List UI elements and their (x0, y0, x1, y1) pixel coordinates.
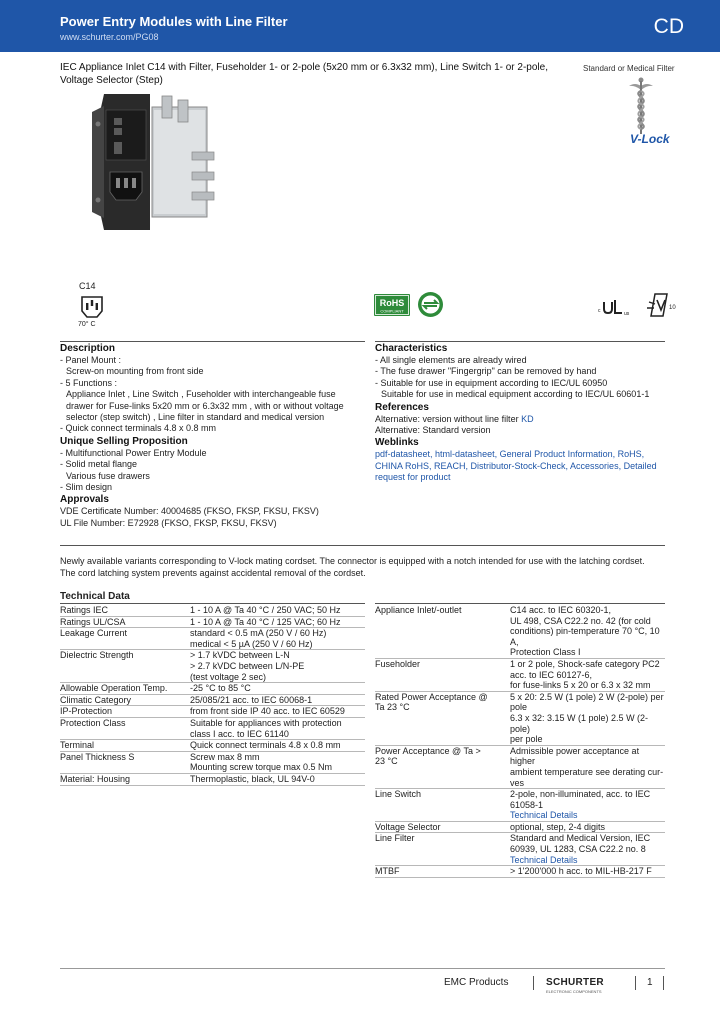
spec-value (190, 616, 365, 628)
vde-mark-icon (645, 292, 677, 318)
left-info-column (60, 342, 365, 529)
intro-text: IEC Appliance Inlet C14 with Filter, Fuseholder 1- or 2-pole (5x20 mm or 6.3x32 mm), Line Switch 1- or 2-pole, Voltage Selector (Step) (60, 62, 548, 86)
spec-row (60, 683, 365, 695)
usp-line: Various fuse drawers (66, 470, 150, 481)
spec-label-line: MTBF (375, 866, 400, 877)
spec-value (510, 658, 665, 691)
spec-label-line: Ta 23 °C (375, 702, 410, 713)
right-info-column (375, 342, 665, 484)
spec-row (375, 821, 665, 833)
spec-row (60, 628, 365, 650)
reference-line (375, 414, 665, 425)
schurter-logo: SCHURTER (546, 977, 604, 988)
spec-row (60, 616, 365, 628)
technical-data-left-table (60, 605, 365, 786)
header-url-link[interactable]: www.schurter.com/PG08 (60, 32, 159, 42)
spec-label: Panel Thickness S (60, 751, 190, 773)
spec-value-line: > 2.7 kVDC between L/N-PE (190, 660, 305, 671)
spec-row (375, 866, 665, 878)
spec-label (375, 866, 510, 878)
spec-value-line: acc. to IEC 60127-6, (510, 669, 593, 680)
spec-row (375, 605, 665, 658)
spec-label-line: Line Filter (375, 833, 415, 844)
spec-label (375, 691, 510, 745)
spec-row (60, 740, 365, 752)
spec-value-line: Mounting screw torque max 0.5 Nm (190, 762, 333, 773)
spec-value-line: optional, step, 2-4 digits (510, 821, 606, 832)
spec-value-line: -25 °C to 85 °C (190, 683, 251, 694)
footer-rule (60, 968, 665, 969)
spec-row (60, 751, 365, 773)
spec-value (510, 789, 665, 822)
reference-alt1-text: Alternative: version without line filter (375, 413, 522, 424)
rohs-badge (374, 294, 410, 316)
spec-value (190, 683, 365, 695)
spec-row (60, 605, 365, 616)
spec-value-line: Suitable for appliances with protection (190, 717, 342, 728)
spec-value-line: (test voltage 2 sec) (190, 671, 267, 682)
spec-value-line: ves (510, 777, 525, 788)
spec-value-line: 5 x 20: 2.5 W (1 pole) 2 W (2-pole) per (510, 691, 664, 702)
spec-value (190, 773, 365, 785)
description-line: - 5 Functions : (60, 377, 118, 388)
page-number: 1 (647, 977, 653, 988)
standard-medical-label: Standard or Medical Filter (583, 64, 675, 73)
rohs-subtext: COMPLIANT (380, 308, 404, 314)
technical-data-heading: Technical Data (60, 591, 130, 602)
spec-row (60, 650, 365, 683)
caduceus-icon (628, 77, 654, 135)
spec-value (190, 751, 365, 773)
technical-data-rule-left (60, 603, 365, 604)
spec-value (190, 650, 365, 683)
footer-emc-products: EMC Products (444, 977, 509, 988)
spec-value-line: > 1'200'000 h acc. to MIL-HB-217 F (510, 866, 652, 877)
weblinks-line[interactable]: request for product (375, 472, 451, 483)
spec-label (375, 833, 510, 866)
characteristics-line: - Suitable for use in equipment according to IEC/UL 60950 (375, 377, 608, 388)
spec-value (510, 821, 665, 833)
spec-value (190, 717, 365, 739)
schurter-logo-tagline: ELECTRONIC COMPONENTS (546, 989, 602, 994)
description-line: selector (step switch) , Line filter in standard and medical version (66, 412, 325, 423)
footer-separator (533, 976, 534, 990)
description-line: Screw-on mounting from front side (66, 366, 204, 377)
spec-value-line: Thermoplastic, black, UL 94V-0 (190, 773, 315, 784)
spec-label: Dielectric Strength (60, 650, 190, 683)
description-line: Appliance Inlet , Line Switch , Fuseholder with interchangeable fuse (66, 389, 336, 400)
spec-label-line: Voltage Selector (375, 821, 441, 832)
reference-kd-link[interactable]: KD (521, 413, 534, 424)
spec-row (60, 773, 365, 785)
spec-row (375, 789, 665, 822)
spec-value-line: for fuse-links 5 x 20 or 6.3 x 32 mm (510, 680, 651, 691)
spec-label-line: Line Switch (375, 789, 422, 800)
spec-value (510, 691, 665, 745)
spec-value-line: medical < 5 µA (250 V / 60 Hz) (190, 638, 313, 649)
usp-line: - Slim design (60, 482, 113, 493)
spec-label (375, 789, 510, 822)
vlock-logo: V-Lock (630, 132, 670, 146)
c14-temperature: 70° C (78, 321, 96, 328)
spec-value-line: per pole (510, 734, 543, 745)
spec-row (375, 691, 665, 745)
description-heading: Description (60, 343, 116, 354)
spec-label: Material: Housing (60, 773, 190, 785)
spec-value-line: class I acc. to IEC 61140 (190, 728, 289, 739)
characteristics-line: - All single elements are already wired (375, 355, 527, 365)
weblinks-heading: Weblinks (375, 437, 419, 449)
description-line: drawer for Fuse-links 5x20 mm or 6.3x32 mm , with or without voltage (66, 400, 344, 411)
spec-label: Leakage Current (60, 628, 190, 650)
svg-text:c: c (598, 308, 601, 314)
c14-label: C14 (79, 281, 96, 291)
characteristics-heading: Characteristics (375, 343, 448, 354)
technical-details-link[interactable]: Technical Details (510, 810, 578, 821)
spec-value (510, 605, 665, 658)
characteristics-line: - The fuse drawer "Fingergrip" can be removed by hand (375, 366, 597, 377)
spec-label (375, 658, 510, 691)
spec-label: Ratings IEC (60, 605, 190, 616)
references-heading: References (375, 401, 429, 413)
spec-row (375, 833, 665, 866)
svg-text:us: us (624, 311, 630, 317)
spec-value-line: C14 acc. to IEC 60320-1, (510, 605, 612, 615)
spec-value (510, 833, 665, 866)
spec-value-line: Screw max 8 mm (190, 751, 260, 762)
spec-label: Protection Class (60, 717, 190, 739)
spec-value-line: 61058-1 (510, 799, 544, 810)
spec-label (375, 745, 510, 788)
notice-line: Newly available variants corresponding to V-lock mating cordset. The connector is equipped with a notch intended for use with the latching cordset. (60, 556, 645, 566)
spec-value (190, 706, 365, 718)
spec-label-line: Appliance Inlet/-outlet (375, 605, 462, 615)
spec-value (190, 628, 365, 650)
spec-value-line: 60939, UL 1283, CSA C22.2 no. 8 (510, 844, 646, 855)
technical-data-right-table (375, 605, 665, 878)
spec-value-line: ambient temperature see derating cur- (510, 766, 664, 777)
spec-row (60, 694, 365, 706)
usp-heading: Unique Selling Proposition (60, 435, 188, 447)
spec-label-line: Fuseholder (375, 658, 421, 669)
characteristics-line: Suitable for use in medical equipment according to IEC/UL 60601-1 (381, 389, 650, 400)
notice-rule (60, 545, 665, 546)
spec-value-line: Quick connect terminals 4.8 x 0.8 mm (190, 740, 341, 751)
spec-value (190, 740, 365, 752)
spec-value-line: conditions) pin-temperature 70 °C, 10 A, (510, 626, 660, 647)
ul-recognized-icon (598, 297, 636, 317)
spec-value-line: 6.3 x 32: 3.15 W (1 pole) 2.5 W (2-pole) (510, 712, 649, 734)
spec-row (60, 706, 365, 718)
vlock-notice (60, 555, 660, 579)
spec-value-line: 1 - 10 A @ Ta 40 °C / 250 VAC; 50 Hz (190, 605, 341, 615)
footer-separator (663, 976, 664, 990)
product-photo (92, 92, 222, 232)
technical-details-link[interactable]: Technical Details (510, 854, 578, 865)
rohs-text: RoHS (379, 298, 405, 308)
spec-label-line: Rated Power Acceptance @ (375, 691, 488, 702)
green-certification-icon (417, 291, 444, 318)
weblinks-line[interactable]: CHINA RoHS, REACH, Distributor-Stock-Check, Accessories, Detailed (375, 460, 657, 471)
spec-label: Ratings UL/CSA (60, 616, 190, 628)
spec-label: Allowable Operation Temp. (60, 683, 190, 695)
spec-value-line: > 1.7 kVDC between L-N (190, 650, 290, 661)
product-code: CD (653, 15, 684, 38)
spec-label (375, 605, 510, 658)
spec-value-line: UL 498, CSA C22.2 no. 42 (for cold (510, 615, 651, 626)
vde-number: 10 (669, 305, 676, 311)
description-line: - Panel Mount : (60, 355, 122, 365)
spec-value-line: from front side IP 40 acc. to IEC 60529 (190, 706, 345, 717)
spec-value (510, 866, 665, 878)
weblinks-line[interactable]: pdf-datasheet, html-datasheet, General Product Information, RoHS, (375, 449, 645, 460)
spec-value-line: Standard and Medical Version, IEC (510, 833, 651, 844)
spec-row (375, 745, 665, 788)
reference-line: Alternative: Standard version (375, 425, 491, 436)
notice-line: The cord latching system prevents against accidental removal of the cordset. (60, 568, 366, 578)
c14-inlet-icon (78, 295, 106, 319)
spec-row (60, 717, 365, 739)
approvals-line: UL File Number: E72928 (FKSO, FKSP, FKSU, FKSV) (60, 517, 277, 528)
spec-row (375, 658, 665, 691)
spec-value (510, 745, 665, 788)
approvals-line: VDE Certificate Number: 40004685 (FKSO, FKSP, FKSU, FKSV) (60, 506, 319, 517)
spec-value (190, 605, 365, 616)
spec-label: Terminal (60, 740, 190, 752)
spec-value-line: Protection Class I (510, 647, 581, 658)
spec-label (375, 821, 510, 833)
spec-label: IP-Protection (60, 706, 190, 718)
header-bar (0, 0, 720, 52)
usp-line: - Solid metal flange (60, 459, 138, 470)
spec-label-line: Power Acceptance @ Ta > (375, 745, 481, 756)
spec-value-line: 2-pole, non-illuminated, acc. to IEC (510, 789, 651, 800)
spec-value-line: 25/085/21 acc. to IEC 60068-1 (190, 694, 313, 705)
spec-value (190, 694, 365, 706)
spec-value-line: 1 - 10 A @ Ta 40 °C / 125 VAC; 60 Hz (190, 616, 341, 627)
spec-label: Climatic Category (60, 694, 190, 706)
usp-line: - Multifunctional Power Entry Module (60, 447, 207, 458)
description-line: - Quick connect terminals 4.8 x 0.8 mm (60, 423, 217, 434)
page-title: Power Entry Modules with Line Filter (60, 14, 288, 29)
spec-value-line: pole (510, 702, 528, 713)
spec-label-line: 23 °C (375, 756, 398, 767)
approvals-heading: Approvals (60, 494, 109, 506)
spec-value-line: 1 or 2 pole, Shock-safe category PC2 (510, 658, 660, 669)
footer-separator (635, 976, 636, 990)
spec-value-line: Admissible power acceptance at higher (510, 745, 640, 767)
technical-data-rule-right (375, 603, 665, 604)
spec-value-line: standard < 0.5 mA (250 V / 60 Hz) (190, 628, 327, 639)
